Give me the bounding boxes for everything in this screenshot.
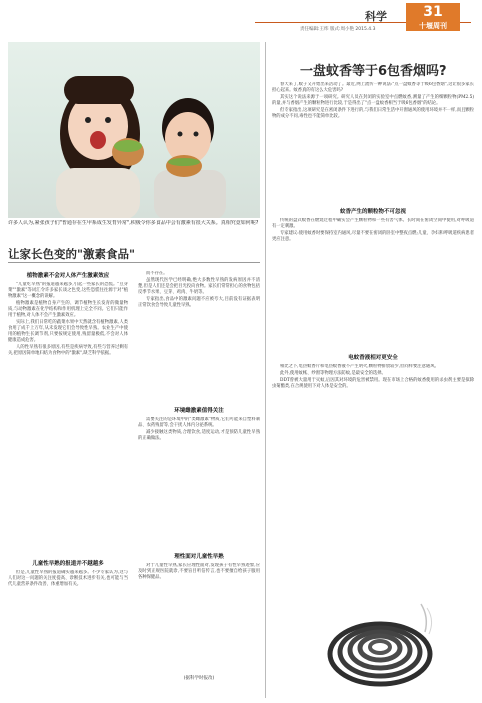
paragraph: 传统的盘式蚊香在燃烧过程中确实会产生颗粒物和一些有害气体。长时间在密闭空间中使用,对呼吸道有一定刺激。 xyxy=(272,218,474,229)
mosquito-coil-image xyxy=(325,592,435,692)
section-title: 科学 xyxy=(365,10,387,23)
left-col1-subhead-1: 植物激素不会对人体产生激素效应 xyxy=(26,273,110,279)
paragraph: "儿童吃早熟"的报道越来越多,引起一些家长的恐慌。"豆芽菜""激素"等词汇令许多家长谈之色变,这些恐慌往往源于对"植物激素"这一概念的误解。 xyxy=(8,282,128,299)
paragraph: 此外,使用蚊帐、纱窗等物理方法防蚊,是最安全的选择。 xyxy=(280,371,386,376)
paragraph: 植物激素是植物自身产生的、调节植物生长发育的微量物质,与动物激素在化学结构和作用机理上完全不同。它们只能作用于植物,对人体不会产生激素效应。 xyxy=(8,301,128,318)
paragraph: 其实这个说法来源于一项研究。研究人员在封闭的实验室中点燃蚊香,测量了产生的细颗粒物(PM2.5)的量,并与香烟产生的颗粒物进行比较,于是得出了"点一盘蚊香相当于吸6包香烟"的结论。 xyxy=(272,95,474,106)
left-col2-subhead-1: 环境雌激素值得关注 xyxy=(174,408,224,414)
left-title-rule xyxy=(8,262,260,263)
paragraph: DDT曾被大量用于灭蚊,后因其对环境的危害被禁用。现在市场上合格的蚊香使用的杀虫剂主要是拟除虫菊酯类,在合规使用下对人体是安全的。 xyxy=(272,378,474,389)
paragraph: 需要关注的是环境中的"类雌激素"物质,它们可能来自塑料制品、农药残留等,会干扰人体内分泌系统。 xyxy=(138,417,260,428)
left-col2-body-1 xyxy=(138,417,260,547)
paragraph: 但是,儿童性早熟的报道确实越来越多。不少专家认为,这与人们对这一问题的关注度提高、诊断技术进步有关,也可能与当代儿童营养条件改善、体重增加有关。 xyxy=(8,570,128,587)
children-photo xyxy=(8,42,260,218)
paragraph: 而不存在。 xyxy=(146,271,168,276)
mosquito-coil-icon xyxy=(325,592,435,692)
edition-label: 十堰周刊 xyxy=(419,22,447,30)
paragraph: 减少接触这类物质,合理饮食,适度运动,才是预防儿童性早熟的正确做法。 xyxy=(138,430,260,441)
right-body-3 xyxy=(272,364,474,524)
left-col2 xyxy=(138,267,260,697)
left-col1-body-2 xyxy=(8,570,128,690)
paragraph: 实际上,我们日常吃的蔬菜水果中天然就含有植物激素,人类食用了成千上万年,从未发现它们会导致性早熟。农业生产中使用的植物生长调节剂,只要按规定使用,残留量极低,不会对人体健康造成危害。 xyxy=(8,320,128,343)
left-col2-intro xyxy=(138,271,260,401)
paragraph: 对于儿童性早熟,家长应理性面对,发现孩子有性早熟迹象,应及时到正规医院就诊,不要盲目听信传言,也不要擅自给孩子服用各种保健品。 xyxy=(138,563,260,580)
paragraph: 专家指出,食品中的激素问题不应被夸大,目前没有证据表明正常饮食会导致儿童性早熟。 xyxy=(138,297,260,308)
left-col1 xyxy=(8,267,128,697)
right-subhead-2: 电蚊香液相对更安全 xyxy=(348,355,398,361)
right-col xyxy=(272,82,474,582)
paragraph: 但专家指出,这项研究是在密闭条件下进行的,与我们日常生活中开窗通风的使用环境并不一样,而且颗粒物的成分不同,毒性也不能简单比较。 xyxy=(272,108,474,119)
photo-illustration xyxy=(8,42,260,218)
left-col2-subhead-2: 理性面对儿童性早熟 xyxy=(174,554,224,560)
paragraph: 专家建议:使用蚊香时要保持室内通风,尽量不要在密闭的卧室中整夜点燃;儿童、孕妇和呼吸道疾病患者更应注意。 xyxy=(272,231,474,242)
source-note: (据科学时报改) xyxy=(183,676,215,681)
left-col2-body-2 xyxy=(138,563,260,673)
right-body-2 xyxy=(272,218,474,348)
left-col1-subhead-2: 儿童性早熟的报道并不越越多 xyxy=(32,561,104,567)
column-divider xyxy=(265,42,266,698)
editors-line: 责任编辑:王纬 版式:周小艳 2015.4.3 xyxy=(300,27,376,32)
paragraph: 春天来了,蚊子又开始出来活动了。最近,网上流传一种说法:"点一盘蚊香等于吸6包香烟",这让很多家长担心起来。蚊香真的有这么大危害吗? xyxy=(272,82,474,93)
paragraph: 虽然现代医学已经明确,绝大多数性早熟的发病原因并不清楚,但是人们还是会把目光投向食物。家长们常常担心的食物包括反季节水果、豆芽、鸡肉、牛奶等。 xyxy=(138,278,260,295)
left-col1-body-1 xyxy=(8,282,128,554)
paragraph: 相比之下,电热蚊香片和电热蚊香液不产生明火,颗粒物排放较少,但同样要注意通风。 xyxy=(280,364,439,369)
right-article-title: 一盘蚊香等于6包香烟吗? xyxy=(300,64,447,79)
right-body-1 xyxy=(272,82,474,202)
page-number: 31 xyxy=(423,4,443,20)
paragraph: 人的性早熟有很多原因,有些是疾病导致,有些与营养过剩有关,把原因简单地归结为食物中的"激素",缺乏科学依据。 xyxy=(8,345,128,356)
photo-caption: 许多人认为,紧张孩子们"普通存在生甲系成生发育异常",积极令你多食品中会有激素有很大关系。真相究竟如何呢? xyxy=(8,220,259,226)
left-article-title: 让家长色变的"激素食品" xyxy=(8,247,135,261)
right-subhead-1: 蚊香产生的颗粒物不可忽视 xyxy=(339,209,406,215)
